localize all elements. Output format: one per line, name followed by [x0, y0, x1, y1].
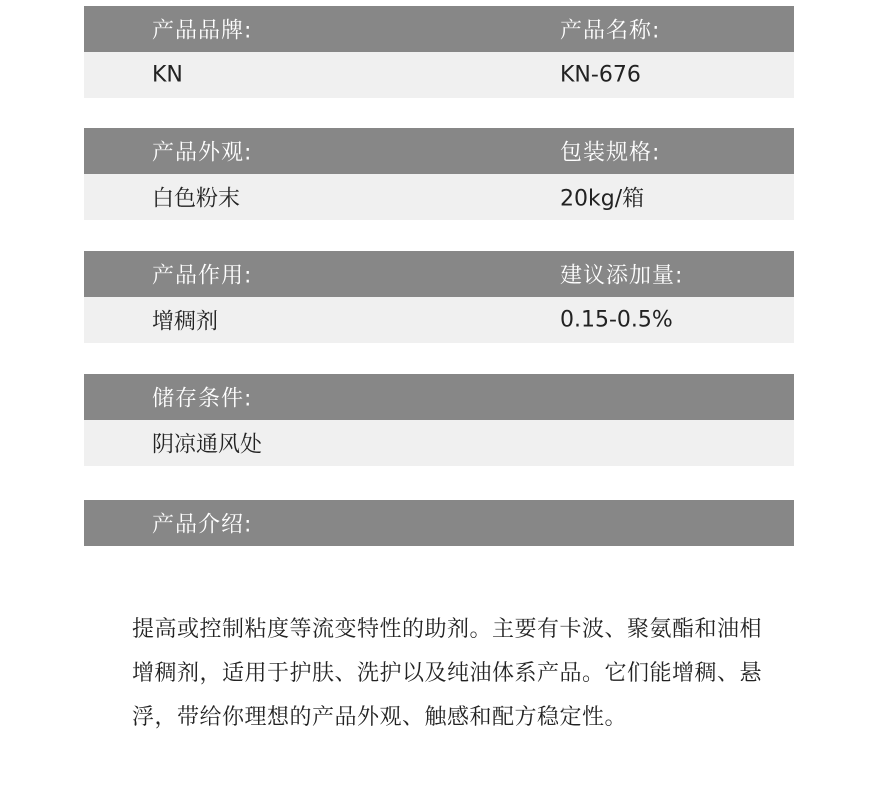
- intro-header-block: [84, 500, 794, 546]
- label-brand: 产品品牌:: [152, 18, 253, 44]
- label-packaging: 包装规格:: [560, 140, 661, 166]
- value-brand: KN: [152, 62, 183, 88]
- spec-header: [84, 128, 794, 174]
- value-dosage: 0.15-0.5%: [560, 307, 673, 333]
- spec-row-function: [84, 251, 794, 343]
- label-product-name: 产品名称:: [560, 18, 661, 44]
- spec-value: [84, 52, 794, 98]
- spec-row-storage: [84, 374, 794, 466]
- label-function: 产品作用:: [152, 263, 253, 289]
- intro-paragraph: 提高或控制粘度等流变特性的助剂。主要有卡波、聚氨酯和油相增稠剂，适用于护肤、洗护以及纯油体系产品。它们能增稠、悬浮，带给你理想的产品外观、触感和配方稳定性。: [132, 617, 763, 730]
- spec-row-brand: [84, 6, 794, 98]
- value-packaging: 20kg/箱: [560, 186, 645, 212]
- spec-header: [84, 6, 794, 52]
- label-dosage: 建议添加量:: [560, 263, 684, 289]
- label-intro: 产品介绍:: [152, 512, 253, 538]
- value-function: 增稠剂: [152, 309, 219, 335]
- value-storage: 阴凉通风处: [152, 432, 263, 458]
- spec-row-appearance: [84, 128, 794, 220]
- spec-header: [84, 500, 794, 546]
- value-appearance: 白色粉末: [152, 186, 241, 212]
- spec-value: [84, 174, 794, 220]
- spec-header: [84, 251, 794, 297]
- spec-value: [84, 420, 794, 466]
- spec-value: [84, 297, 794, 343]
- spec-header: [84, 374, 794, 420]
- value-product-name: KN-676: [560, 62, 641, 88]
- label-appearance: 产品外观:: [152, 140, 253, 166]
- label-storage: 储存条件:: [152, 386, 253, 412]
